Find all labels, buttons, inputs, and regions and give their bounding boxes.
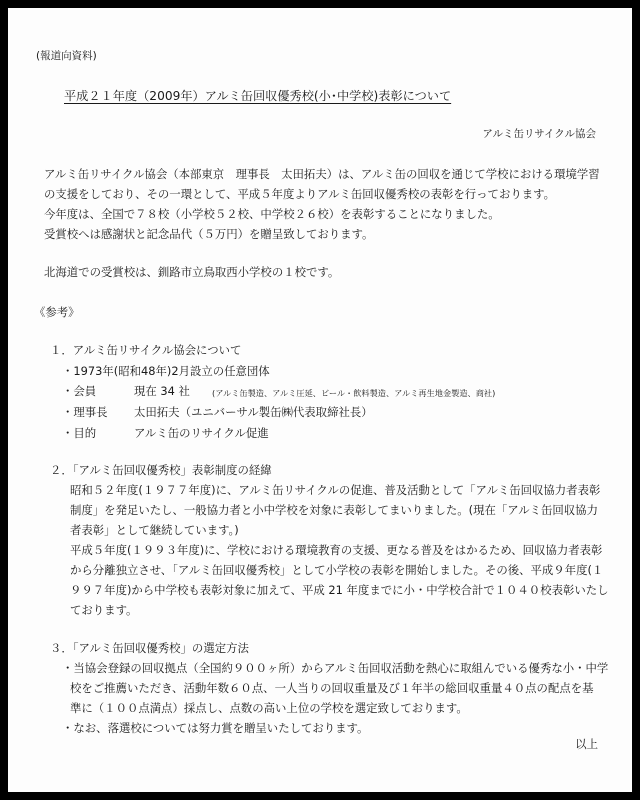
- section2-line-2: 制度」を発足いたし、一般協力者と小中学校を対象に表彰してまいりました。(現在「アルミ缶回収協力: [70, 503, 598, 517]
- section1-members-label: ・会員: [62, 384, 97, 398]
- section3-line-3: 準に（１００点満点）採点し、点数の高い上位の学校を選定致しております。: [70, 701, 468, 715]
- section1-purpose-value: アルミ缶のリサイクル促進: [134, 426, 269, 440]
- intro-line-1: アルミ缶リサイクル協会（本部東京 理事長 太田拓夫）は、アルミ缶の回収を通じて学校における環境学習: [44, 167, 600, 181]
- section3-line-4: ・なお、落選校については努力賞を贈呈いたしております。: [62, 721, 369, 735]
- section1-heading: １．アルミ缶リサイクル協会について: [50, 343, 242, 357]
- document-page: [8, 8, 632, 792]
- intro-line-4: 受賞校へは感謝状と記念品代（５万円）を贈呈致しております。: [44, 227, 374, 241]
- section2-line-3: 者表彰」として継続しています。): [70, 523, 239, 537]
- document-title: 平成２１年度（2009年）アルミ缶回収優秀校(小･中学校)表彰について: [64, 89, 452, 103]
- section1-chair-value: 太田拓夫（ユニバーサル製缶㈱代表取締社長）: [134, 405, 373, 419]
- section2-heading: ２．「アルミ缶回収優秀校」表彰制度の経緯: [50, 463, 272, 477]
- organization-name: アルミ缶リサイクル協会: [482, 128, 596, 140]
- section2-line-6: ９９７年度)から中学校も表彰対象に加えて、平成 21 年度までに小・中学校合計で１０４０校表彰いたし: [70, 583, 609, 597]
- section2-line-7: ております。: [70, 603, 138, 617]
- intro-line-3: 今年度は、全国で７８校（小学校５２校、中学校２６校）を表彰することになりました。: [44, 207, 500, 221]
- section1-purpose-label: ・目的: [62, 426, 97, 440]
- section1-founded: ・1973年(昭和48年)2月設立の任意団体: [62, 364, 270, 378]
- press-label: (報道向資料): [36, 50, 97, 62]
- reference-label: 《参考》: [34, 305, 80, 319]
- closing-text: 以上: [575, 737, 598, 751]
- hokkaido-note: 北海道での受賞校は、釧路市立鳥取西小学校の１校です。: [44, 265, 340, 279]
- section3-heading: ３．「アルミ缶回収優秀校」の選定方法: [50, 641, 249, 655]
- section3-line-2: 校をご推薦いただき、活動年数６０点、一人当りの回収重量及び１年半の総回収重量４０点の配点を基: [70, 681, 594, 695]
- section2-line-4: 平成５年度(１９９３年度)に、学校における環境教育の支援、更なる普及をはかるため、回収協力者表彰: [70, 543, 603, 557]
- intro-line-2: の支援をしており、その一環として、平成５年度よりアルミ缶回収優秀校の表彰を行っております。: [44, 187, 555, 201]
- section1-chair-label: ・理事長: [62, 405, 108, 419]
- section1-members-value: 現在 34 社: [134, 384, 190, 398]
- section1-members-note: (アルミ缶製造、アルミ圧延、ビール・飲料製造、アルミ再生地金製造、商社): [212, 388, 496, 398]
- section3-line-1: ・当協会登録の回収拠点（全国約９００ヶ所）からアルミ缶回収活動を熱心に取組んでいる優秀な小・中学: [62, 661, 609, 675]
- section2-line-1: 昭和５２年度(１９７７年度)に、アルミ缶リサイクルの促進、普及活動として「アルミ缶回収協力者表彰: [70, 483, 601, 497]
- section2-line-5: から分離独立させ、「アルミ缶回収優秀校」として小学校の表彰を開始しました。その後、平成９年度(１: [70, 563, 604, 577]
